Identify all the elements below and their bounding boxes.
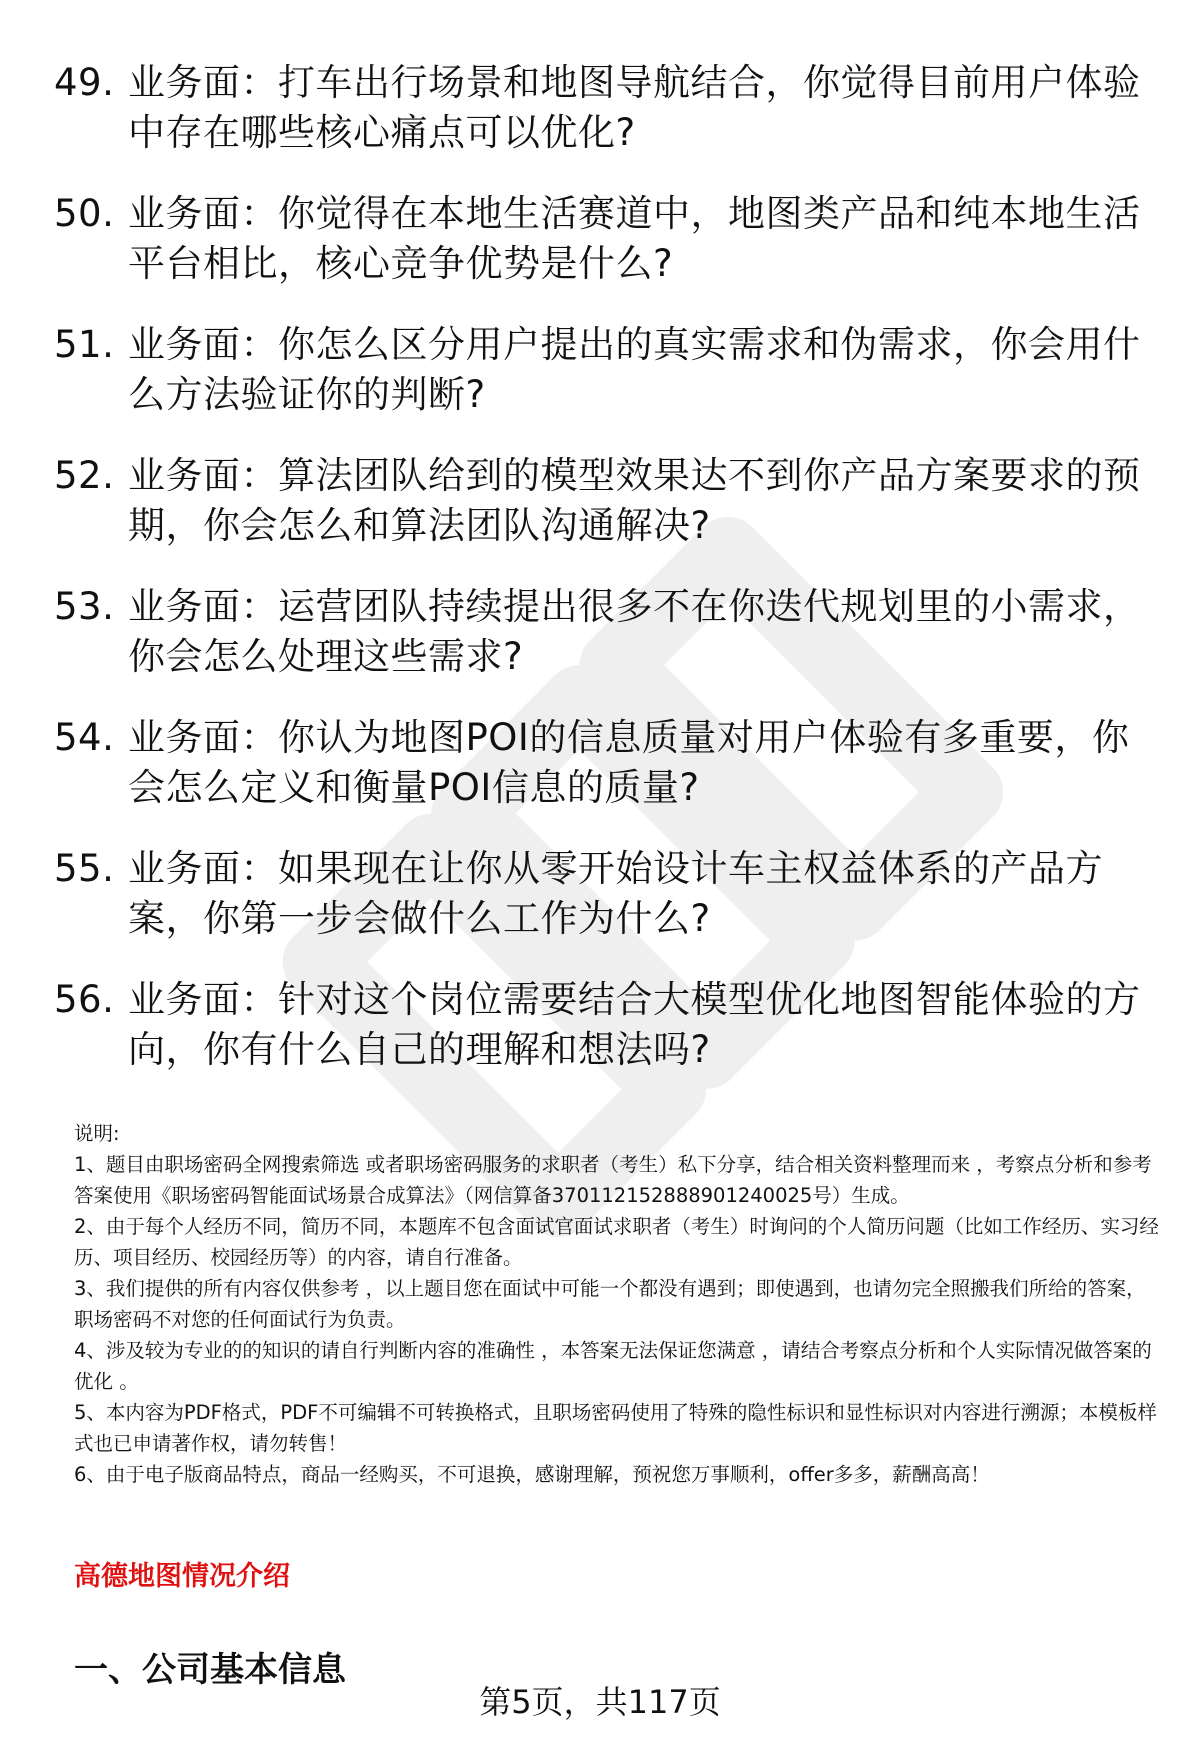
question-number: 54. [54,716,115,759]
note-item: 2、由于每个人经历不同，简历不同，本题库不包含面试官面试求职者（考生）时询问的个人简历问题（比如工作经历、实习经历、项目经历、校园经历等）的内容，请自行准备。 [74,1215,1159,1269]
note-item: 3、我们提供的所有内容仅供参考 ，以上题目您在面试中可能一个都没有遇到；即使遇到，也请勿完全照搬我们所给的答案，职场密码不对您的任何面试行为负责。 [74,1277,1146,1331]
note-item: 4、涉及较为专业的的知识的请自行判断内容的准确性 ，本答案无法保证您满意 ，请结合考察点分析和个人实际情况做答案的优化 。 [74,1339,1152,1393]
question-text: 业务面：你认为地图POI的信息质量对用户体验有多重要，你会怎么定义和衡量POI信息的质量? [128,716,1130,809]
question-item [54,451,1154,551]
question-item [54,975,1154,1075]
question-item [54,582,1154,682]
question-number: 53. [54,585,115,628]
question-item [54,320,1154,420]
question-text: 业务面：算法团队给到的模型效果达不到你产品方案要求的预期，你会怎么和算法团队沟通解决? [128,454,1141,547]
question-item [54,844,1154,944]
question-text: 业务面：针对这个岗位需要结合大模型优化地图智能体验的方向，你有什么自己的理解和想法吗? [128,978,1141,1071]
question-number: 55. [54,847,115,890]
section-heading: 一、公司基本信息 [74,1650,346,1690]
note-item: 6、由于电子版商品特点，商品一经购买，不可退换，感谢理解，预祝您万事顺利，offer多多，薪酬高高！ [74,1463,990,1486]
question-text: 业务面：如果现在让你从零开始设计车主权益体系的产品方案，你第一步会做什么工作为什么? [128,847,1103,940]
question-number: 52. [54,454,115,497]
question-list [54,58,1154,1106]
note-item: 1、题目由职场密码全网搜索筛选 或者职场密码服务的求职者（考生）私下分享，结合相关资料整理而来 ，考察点分析和参考答案使用《职场密码智能面试场景合成算法》（网信算备370112152888901240025号）生成。 [74,1153,1152,1207]
question-item [54,58,1154,158]
question-item [54,189,1154,289]
question-text: 业务面：你怎么区分用户提出的真实需求和伪需求，你会用什么方法验证你的判断? [128,323,1141,416]
question-number: 51. [54,323,115,366]
question-number: 56. [54,978,115,1021]
question-text: 业务面：打车出行场景和地图导航结合，你觉得目前用户体验中存在哪些核心痛点可以优化? [128,61,1141,154]
notes-heading: 说明: [74,1122,120,1145]
question-item [54,713,1154,813]
question-text: 业务面：你觉得在本地生活赛道中，地图类产品和纯本地生活平台相比，核心竞争优势是什么? [128,192,1141,285]
company-intro-title: 高德地图情况介绍 [74,1561,290,1592]
question-number: 50. [54,192,115,235]
question-number: 49. [54,61,115,104]
page-number: 第5页，共117页 [479,1683,721,1721]
notes-section [74,1118,1164,1490]
note-item: 5、本内容为PDF格式，PDF不可编辑不可转换格式，且职场密码使用了特殊的隐性标识和显性标识对内容进行溯源；本模板样式也已申请著作权，请勿转售！ [74,1401,1157,1455]
question-text: 业务面：运营团队持续提出很多不在你迭代规划里的小需求，你会怎么处理这些需求? [128,585,1141,678]
